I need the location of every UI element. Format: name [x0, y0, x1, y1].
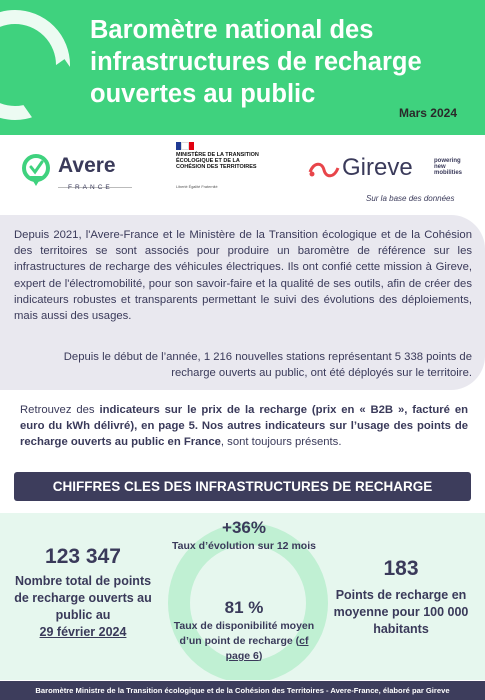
avere-pin-icon	[20, 152, 56, 188]
gireve-swirl-icon	[306, 158, 342, 182]
density-value: 183	[383, 557, 419, 580]
new-stations-paragraph: Depuis le début de l’année, 1 216 nouvelles stations représentant 5 338 points de recharge ouverts au public, ont été déployés sur le territoire.	[63, 351, 472, 380]
total-points-figure	[8, 543, 158, 641]
total-points-label: Nombre total de points de recharge ouverts au public au	[14, 574, 152, 622]
french-flag-icon	[176, 142, 194, 150]
key-figures-panel	[0, 513, 485, 680]
intro-paragraph: Depuis 2021, l'Avere-France et le Ministère de la Transition écologique et de la Cohésion des territoires se sont associés pour produire un baromètre de référence sur les infrastructures de recharge des véhicules électriques. Ils ont confié cette mission à Gireve, expert de l'électromobilité, pour son savoir-faire et la qualité de ses outils, afin de créer des indicateurs robustes et transparents permettant le suivi des évolutions des déploiements, mais aussi des usages.	[14, 229, 472, 323]
gireve-source: Sur la base des données	[366, 194, 455, 203]
gireve-tagline: powering new mobilities	[434, 158, 463, 176]
availability-rate-value: 81 %	[224, 598, 264, 617]
gireve-name: Gireve	[342, 154, 413, 181]
availability-rate-figure: 81 % Taux de disponibilité moyen d’un point de recharge (cf page 6)	[173, 598, 315, 662]
density-figure	[326, 555, 476, 638]
header-banner	[0, 0, 485, 135]
avere-sub: FRANCE	[68, 184, 113, 191]
ministere-logo	[176, 142, 266, 202]
evolution-rate-value: +36%	[222, 518, 266, 537]
gireve-logo	[306, 154, 476, 206]
ministere-motto: Liberté Égalité Fraternité	[176, 185, 218, 189]
publication-date: Mars 2024	[398, 106, 457, 120]
page-title: Baromètre national des infrastructures de recharge ouvertes au public	[90, 16, 422, 108]
density-label: Points de recharge en moyenne pour 100 000 habitants	[333, 588, 469, 636]
price-indicators-highlight: indicateurs sur le prix de la recharge (prix en « B2B », facturé en euro du kWh délivré), en page 5. Nos autres indicateurs sur l’usage des points de recharge ouverts au public en France	[20, 404, 468, 449]
partner-logos	[0, 136, 485, 212]
footer-credit: Baromètre Ministre de la Transition écologique et de la Cohésion des Territoires - Avere-France, élaboré par Gireve	[35, 686, 450, 695]
total-points-date: 29 février 2024	[39, 625, 127, 639]
evolution-rate-label: Taux d’évolution sur 12 mois	[172, 540, 316, 552]
footer-bar	[0, 681, 485, 700]
key-figures-heading: CHIFFRES CLES DES INFRASTRUCTURES DE RECHARGE	[52, 479, 433, 494]
avere-name: Avere	[58, 154, 116, 177]
ministere-name: MINISTÈRE DE LA TRANSITION ÉCOLOGIQUE ET DE LA COHÉSION DES TERRITOIRES	[176, 152, 259, 171]
availability-rate-label: Taux de disponibilité moyen d’un point de recharge (	[173, 620, 315, 647]
availability-page-link[interactable]: cf page 6	[225, 635, 309, 662]
intro-block	[0, 215, 485, 390]
price-indicators-paragraph: Retrouvez des indicateurs sur le prix de la recharge (prix en « B2B », facturé en euro du kWh délivré), en page 5. Nos autres indicateurs sur l’usage des points de recharge ouverts au public en France, sont toujours présents.	[20, 404, 468, 449]
evolution-rate-figure	[172, 517, 316, 554]
key-figures-banner	[14, 472, 471, 501]
total-points-value: 123 347	[45, 545, 121, 568]
avere-logo	[20, 150, 130, 200]
